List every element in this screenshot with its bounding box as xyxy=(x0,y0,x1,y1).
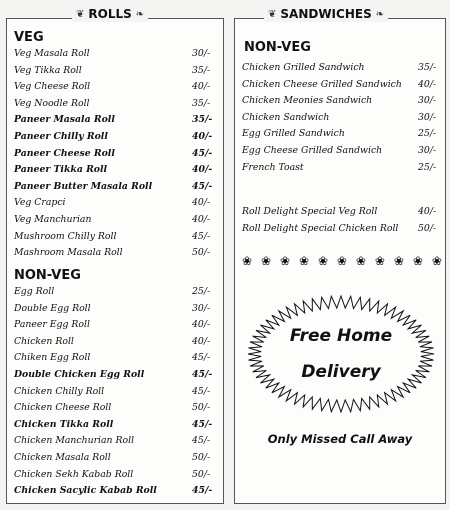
item-name: Chicken Chilly Roll xyxy=(14,385,105,397)
item-name: Chicken Sandwich xyxy=(242,111,330,123)
sandwich-nonveg-title: NON-VEG xyxy=(244,40,311,55)
ornament-icon: ❧ xyxy=(135,8,145,20)
item-name: Egg Cheese Grilled Sandwich xyxy=(242,144,383,156)
item-name: Egg Grilled Sandwich xyxy=(242,128,345,140)
menu-item xyxy=(242,221,438,238)
menu-item xyxy=(14,245,212,262)
item-price: 30/- xyxy=(418,111,437,123)
item-price: 45/- xyxy=(192,418,213,430)
promo-tagline: Only Missed Call Away xyxy=(267,432,413,446)
menu-item xyxy=(14,212,212,229)
item-name: Chiken Egg Roll xyxy=(14,352,91,364)
item-name: Egg Roll xyxy=(14,286,55,297)
item-name: Paneer Butter Masala Roll xyxy=(14,180,153,192)
menu-item xyxy=(14,195,212,212)
item-name: Veg Cheese Roll xyxy=(14,81,91,93)
menu-item xyxy=(14,229,212,246)
item-price: 45/- xyxy=(192,230,211,242)
starburst-badge xyxy=(246,294,436,414)
item-price: 50/- xyxy=(192,402,211,414)
menu-item xyxy=(14,112,212,129)
menu-item xyxy=(14,467,212,484)
item-price: 45/- xyxy=(192,368,213,380)
menu-item xyxy=(242,60,438,77)
item-price: 35/- xyxy=(192,114,213,126)
item-price: 45/- xyxy=(192,180,213,192)
item-price: 35/- xyxy=(192,64,211,76)
menu-item xyxy=(14,350,212,367)
item-name: Chicken Cheese Roll xyxy=(14,402,112,414)
item-name: Mashroom Masala Roll xyxy=(14,247,123,259)
menu-item xyxy=(242,77,438,94)
item-price: 40/- xyxy=(418,78,437,90)
menu-item xyxy=(14,179,212,196)
item-name: Veg Manchurian xyxy=(14,213,92,225)
menu-item xyxy=(14,433,212,450)
item-name: Chicken Sekh Kabab Roll xyxy=(14,468,134,480)
menu-item xyxy=(14,46,212,63)
veg-title: VEG xyxy=(14,30,44,45)
item-name: Chicken Tikka Roll xyxy=(14,418,114,430)
item-name: Roll Delight Special Chicken Roll xyxy=(242,222,399,234)
nonveg-list xyxy=(14,284,212,500)
item-price: 50/- xyxy=(192,247,211,259)
item-price: 45/- xyxy=(192,385,211,397)
menu-item xyxy=(242,160,438,177)
item-price: 35/- xyxy=(192,97,211,109)
item-price: 40/- xyxy=(192,81,211,93)
item-name: Chicken Cheese Grilled Sandwich xyxy=(242,78,402,90)
item-name: Veg Noodle Roll xyxy=(14,97,90,109)
item-name: Veg Tikka Roll xyxy=(14,64,82,76)
item-price: 50/- xyxy=(192,451,211,463)
menu-item xyxy=(14,367,212,384)
item-name: Paneer Tikka Roll xyxy=(14,164,108,176)
menu-item xyxy=(242,126,438,143)
item-name: Chicken Meonies Sandwich xyxy=(242,95,373,107)
promo-line2: Delivery xyxy=(301,362,381,382)
item-price: 40/- xyxy=(418,206,437,217)
item-price: 25/- xyxy=(418,128,437,140)
item-price: 45/- xyxy=(192,352,211,364)
menu-item xyxy=(14,63,212,80)
rolls-title: ROLLS xyxy=(88,7,132,21)
sandwiches-heading xyxy=(264,6,388,22)
item-name: French Toast xyxy=(242,161,304,173)
item-price: 45/- xyxy=(192,147,213,159)
item-price: 30/- xyxy=(418,144,437,156)
item-price: 30/- xyxy=(192,48,211,59)
item-name: Double Chicken Egg Roll xyxy=(14,368,145,380)
promo-line1: Free Home xyxy=(289,326,393,346)
item-price: 45/- xyxy=(192,485,213,497)
ornament-icon: ❦ xyxy=(76,8,85,20)
item-name: Veg Masala Roll xyxy=(14,48,90,59)
item-name: Mushroom Chilly Roll xyxy=(14,230,117,242)
ornament-icon: ❧ xyxy=(375,8,385,20)
item-name: Chicken Roll xyxy=(14,335,74,347)
item-price: 45/- xyxy=(192,435,211,447)
menu-item xyxy=(14,417,212,434)
ornament-icon: ❦ xyxy=(268,8,277,20)
nonveg-title: NON-VEG xyxy=(14,268,81,283)
item-price: 40/- xyxy=(192,164,213,176)
decorative-band: ❀ ❀ ❀ ❀ ❀ ❀ ❀ ❀ ❀ ❀ ❀ xyxy=(242,254,442,268)
item-name: Chicken Manchurian Roll xyxy=(14,435,135,447)
rolls-heading xyxy=(72,6,148,22)
item-price: 40/- xyxy=(192,335,211,347)
menu-item xyxy=(14,96,212,113)
veg-list xyxy=(14,46,212,262)
item-name: Paneer Masala Roll xyxy=(14,114,115,126)
item-name: Chicken Sacylic Kabab Roll xyxy=(14,485,157,497)
menu-item xyxy=(14,450,212,467)
item-price: 50/- xyxy=(418,222,437,234)
item-price: 25/- xyxy=(192,286,211,297)
menu-item xyxy=(14,317,212,334)
menu-item xyxy=(14,334,212,351)
item-name: Chicken Masala Roll xyxy=(14,451,111,463)
item-name: Paneer Chilly Roll xyxy=(14,130,108,142)
item-price: 25/- xyxy=(418,161,437,173)
item-name: Paneer Cheese Roll xyxy=(14,147,115,159)
menu-item xyxy=(14,301,212,318)
item-price: 40/- xyxy=(192,130,213,142)
menu-item xyxy=(242,93,438,110)
item-name: Roll Delight Special Veg Roll xyxy=(242,206,378,217)
item-name: Veg Crapci xyxy=(14,197,66,209)
menu-item xyxy=(14,400,212,417)
menu-item xyxy=(14,384,212,401)
menu-item xyxy=(14,129,212,146)
item-price: 30/- xyxy=(418,95,437,107)
menu-item xyxy=(242,204,438,221)
menu-item xyxy=(14,79,212,96)
item-price: 50/- xyxy=(192,468,211,480)
item-price: 30/- xyxy=(192,302,211,314)
item-price: 40/- xyxy=(192,213,211,225)
item-price: 40/- xyxy=(192,197,211,209)
menu-item xyxy=(14,483,212,500)
special-list xyxy=(242,204,438,237)
menu-item xyxy=(242,110,438,127)
sandwiches-title: SANDWICHES xyxy=(280,7,372,21)
item-name: Chicken Grilled Sandwich xyxy=(242,62,365,73)
item-name: Paneer Egg Roll xyxy=(14,319,90,331)
menu-item xyxy=(14,284,212,301)
item-name: Double Egg Roll xyxy=(14,302,91,314)
menu-item xyxy=(14,162,212,179)
sandwich-list xyxy=(242,60,438,176)
item-price: 35/- xyxy=(418,62,437,73)
menu-item xyxy=(14,146,212,163)
item-price: 40/- xyxy=(192,319,211,331)
menu-item xyxy=(242,143,438,160)
